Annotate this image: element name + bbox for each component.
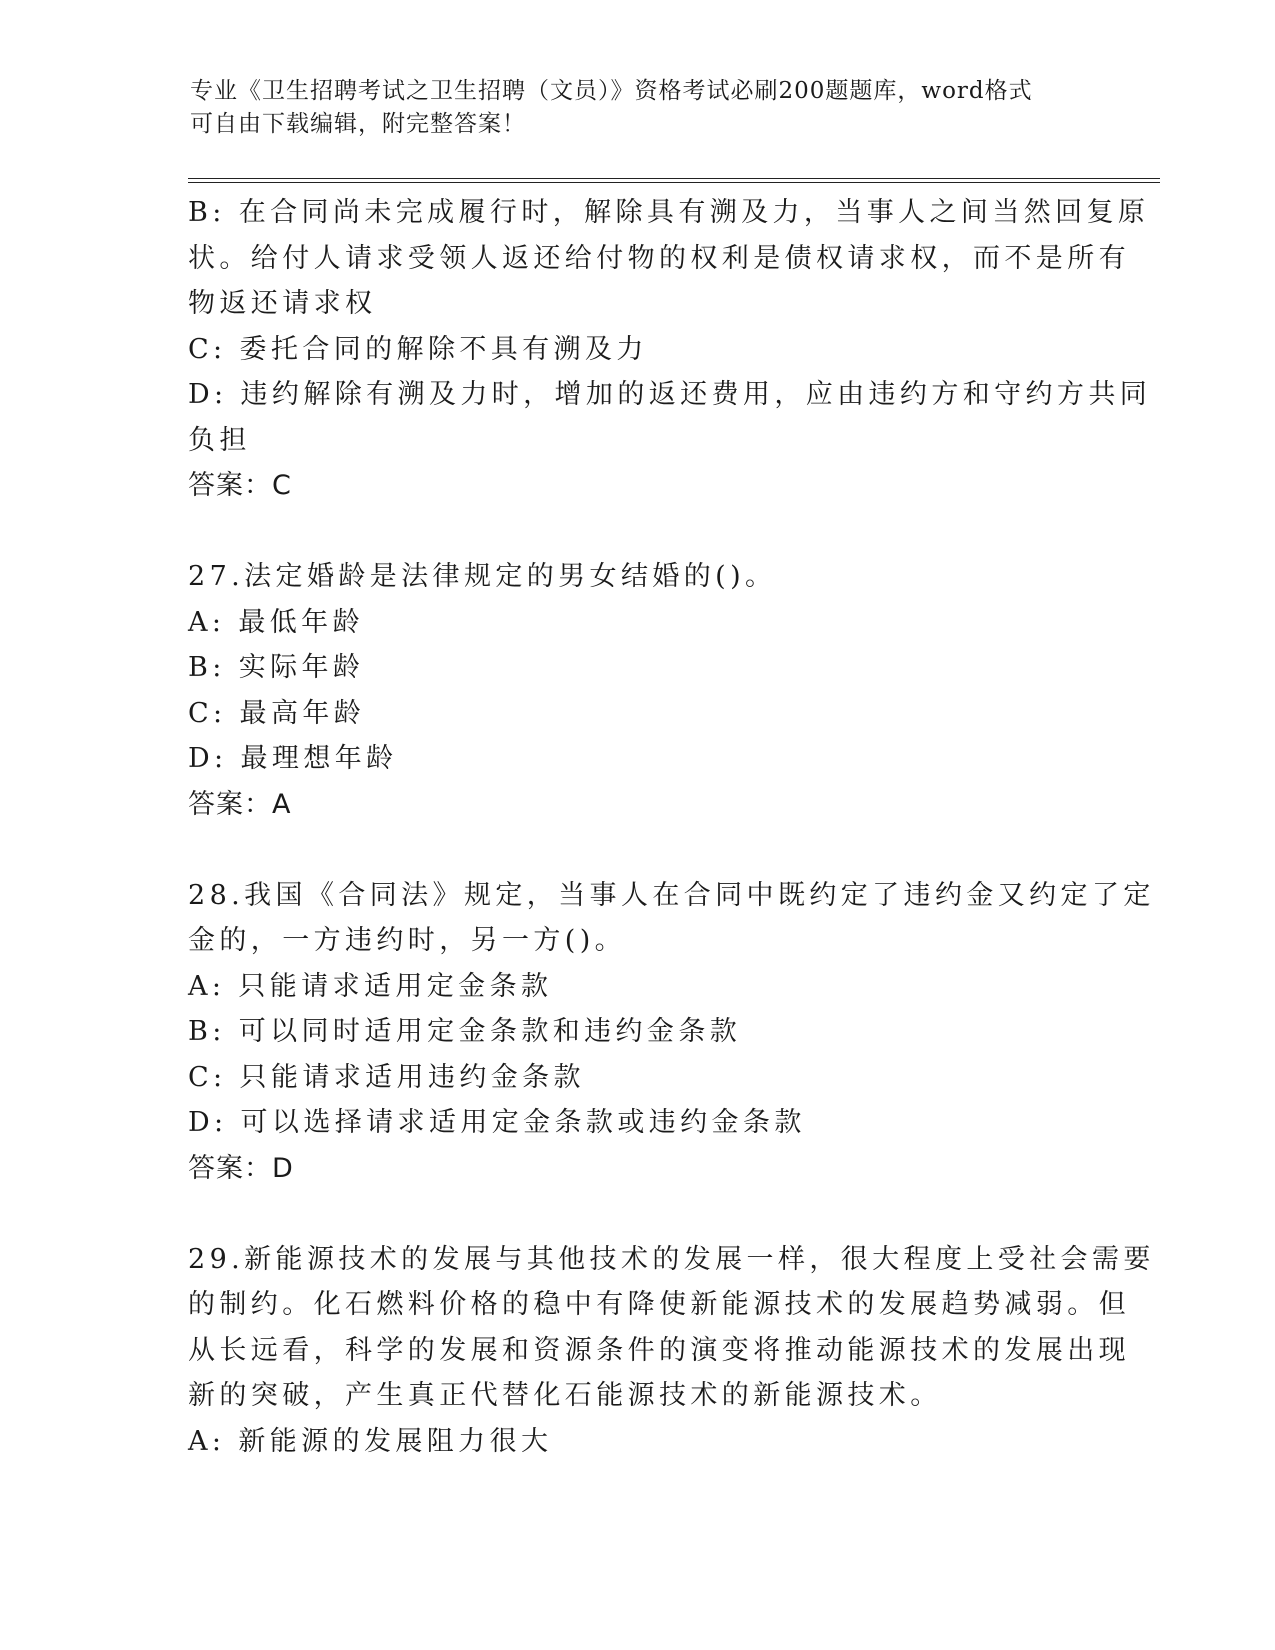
question-content <box>188 190 1155 1464</box>
question-29 <box>188 1237 1155 1465</box>
question-stem: 27.法定婚龄是法律规定的男女结婚的()。 <box>188 561 777 592</box>
option-c: C: 只能请求适用违约金条款 <box>188 1061 585 1093</box>
question-stem-line-1: 28.我国《合同法》规定，当事人在合同中既约定了违约金又约定了定 <box>188 879 1155 911</box>
question-28 <box>188 873 1155 1192</box>
option-b-line-3: 物返还请求权 <box>188 288 377 319</box>
spacer <box>188 1191 1088 1237</box>
page-header <box>190 75 1090 141</box>
option-b: B: 实际年龄 <box>188 652 365 683</box>
question-stem-line-4: 新的突破，产生真正代替化石能源技术的新能源技术。 <box>188 1380 942 1411</box>
header-title-line-1: 专业《卫生招聘考试之卫生招聘（文员）》资格考试必刷200题题库，word格式 <box>190 78 1033 104</box>
answer: 答案：D <box>188 1152 294 1184</box>
option-b: B: 可以同时适用定金条款和违约金条款 <box>188 1016 742 1047</box>
option-a: A: 只能请求适用定金条款 <box>188 970 553 1002</box>
option-d-line-1: D: 违约解除有溯及力时，增加的返还费用，应由违约方和守约方共同 <box>188 379 1152 410</box>
question-stem-line-2: 的制约。化石燃料价格的稳中有降使新能源技术的发展趋势减弱。但 <box>188 1289 1130 1320</box>
option-d-line-2: 负担 <box>188 424 251 456</box>
option-a: A: 最低年龄 <box>188 606 364 638</box>
option-b-line-1: B: 在合同尚未完成履行时，解除具有溯及力，当事人之间当然回复原 <box>188 197 1150 228</box>
spacer <box>188 509 1088 555</box>
answer: 答案：C <box>188 470 292 501</box>
spacer <box>188 827 1088 873</box>
option-c: C: 委托合同的解除不具有溯及力 <box>188 333 648 365</box>
option-d: D: 最理想年龄 <box>188 743 398 774</box>
question-stem-line-1: 29.新能源技术的发展与其他技术的发展一样，很大程度上受社会需要 <box>188 1243 1155 1275</box>
header-title-line-2: 可自由下载编辑，附完整答案！ <box>190 111 526 137</box>
header-divider <box>188 178 1160 183</box>
option-a: A: 新能源的发展阻力很大 <box>188 1425 553 1457</box>
question-27 <box>188 554 1088 827</box>
question-26-tail <box>188 190 1152 509</box>
option-d: D: 可以选择请求适用定金条款或违约金条款 <box>188 1107 806 1138</box>
question-stem-line-2: 金的，一方违约时，另一方()。 <box>188 925 627 956</box>
option-b-line-2: 状。给付人请求受领人返还给付物的权利是债权请求权，而不是所有 <box>188 242 1130 274</box>
option-c: C: 最高年龄 <box>188 697 366 729</box>
question-stem-line-3: 从长远看，科学的发展和资源条件的演变将推动能源技术的发展出现 <box>188 1334 1130 1366</box>
answer: 答案：A <box>188 788 292 820</box>
